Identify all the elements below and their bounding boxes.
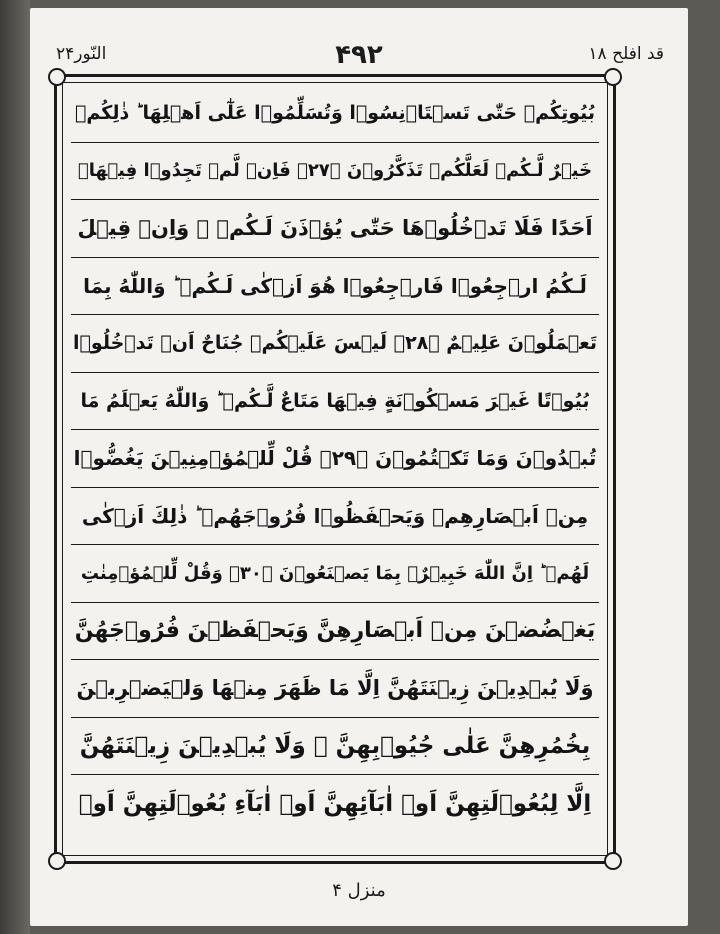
manzil-label: منزل ۴ — [332, 880, 386, 901]
verse-line: اِلَّا لِبُعُوۡلَتِهِنَّ اَوۡ اٰبَآئِهِنَّ اَوۡ اٰبَآءِ بُعُوۡلَتِهِنَّ اَوۡ — [78, 790, 592, 817]
corner-ornament — [604, 852, 622, 870]
juz-name: قد افلح ۱۸ — [588, 44, 664, 64]
text-frame — [54, 74, 616, 864]
page-number: ۴۹۲ — [335, 40, 383, 70]
verse-line: بُيُوتِكُمۡ حَتّٰى تَسۡتَاۡنِسُوۡا وَتُسَلِّمُوۡا عَلٰٓى اَهۡلِهَا ؕ ذٰلِكُمۡ — [71, 85, 599, 143]
verse-lines — [71, 85, 599, 833]
verse-line: مِنۡ اَبۡصَارِهِمۡ وَيَحۡفَظُوۡا فُرُوۡجَهُمۡ ؕ ذٰلِكَ اَزۡكٰى — [71, 488, 599, 546]
verse-line: تُبۡدُوۡنَ وَمَا تَكۡتُمُوۡنَ ﴿۲۹﴾ قُلْ لِّلۡمُؤۡمِنِيۡنَ يَغُضُّوۡا — [71, 430, 599, 488]
verse-line: تَعۡمَلُوۡنَ عَلِيۡمٌ ﴿۲۸﴾ لَيۡسَ عَلَيۡكُمۡ جُنَاحٌ اَنۡ تَدۡخُلُوۡا — [71, 315, 599, 373]
verse-line: بِخُمُرِهِنَّ عَلٰى جُيُوۡبِهِنَّ ۖ وَلَا يُبۡدِيۡنَ زِيۡنَتَهُنَّ — [71, 718, 599, 776]
verse-line: اَحَدًا فَلَا تَدۡخُلُوۡهَا حَتّٰى يُؤۡذَنَ لَـكُمۡ ۚ وَاِنۡ قِيۡلَ — [71, 200, 599, 258]
verse-line: وَلَا يُبۡدِيۡنَ زِيۡنَتَهُنَّ اِلَّا مَا ظَهَرَ مِنۡهَا وَلۡيَضۡرِبۡنَ — [71, 660, 599, 718]
verse-line: خَيۡرٌ لَّـكُمۡ لَعَلَّكُمۡ تَذَكَّرُوۡنَ ﴿۲۷﴾ فَاِنۡ لَّمۡ تَجِدُوۡا فِيۡهَاۤ — [71, 143, 599, 201]
surah-name: النّور۲۴ — [56, 44, 107, 64]
corner-ornament — [48, 68, 66, 86]
corner-ornament — [604, 68, 622, 86]
verse-line: بُيُوۡتًا غَيۡرَ مَسۡكُوۡنَةٍ فِيۡهَا مَتَاعٌ لَّـكُمۡ ؕ وَاللّٰهُ يَعۡلَمُ مَا — [71, 373, 599, 431]
verse-line: يَغۡضُضۡنَ مِنۡ اَبۡصَارِهِنَّ وَيَحۡفَظۡنَ فُرُوۡجَهُنَّ — [71, 603, 599, 661]
verse-line: لَهُمۡ ؕ اِنَّ اللّٰهَ خَبِيۡرٌۢ بِمَا يَصۡنَعُوۡنَ ﴿۳۰﴾ وَقُلْ لِّلۡمُؤۡمِنٰتِ — [71, 545, 599, 603]
corner-ornament — [48, 852, 66, 870]
verse-line: لَـكُمُ ارۡجِعُوۡا فَارۡجِعُوۡا هُوَ اَزۡكٰى لَـكُمۡ ؕ وَاللّٰهُ بِمَا — [71, 258, 599, 316]
background-edge — [0, 0, 30, 934]
